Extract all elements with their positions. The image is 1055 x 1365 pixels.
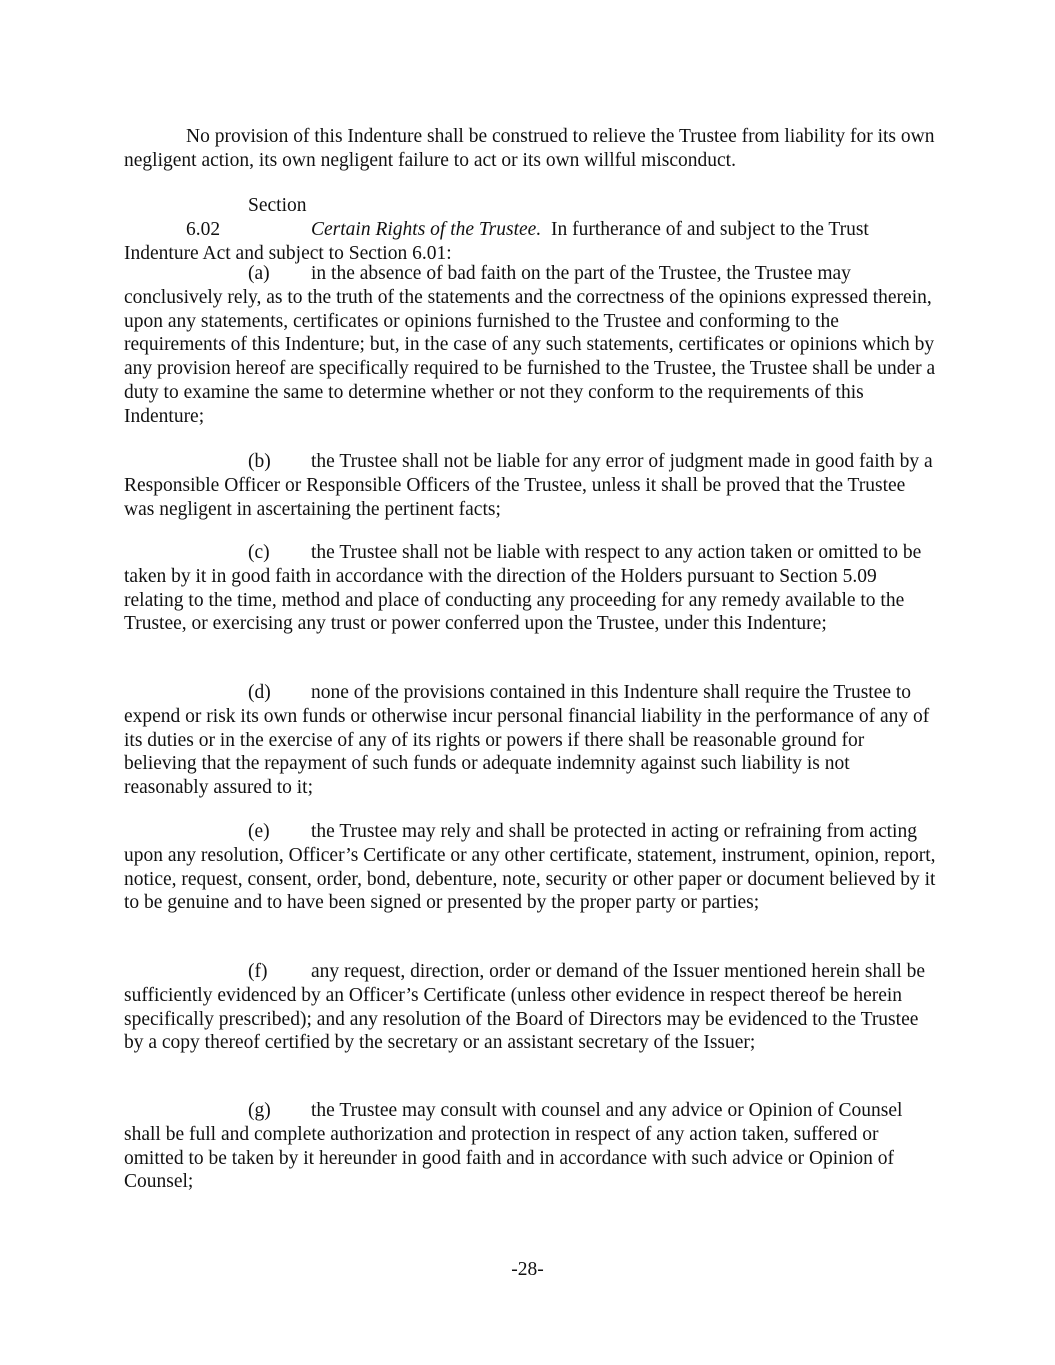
clause-label: (d): [248, 682, 271, 703]
clause-text: any request, direction, order or demand of the Issuer mentioned herein shall be sufficiently evidenced by an Officer’s Certificate (unless other evidence in respect thereof be herein specifically prescribed); and any resolution of the Board of Directors may be evidenced to the Trustee by a copy thereof certified by the secretary or an assistant secretary of the Issuer;: [124, 961, 926, 1054]
section-heading-paragraph: [124, 194, 936, 265]
intro-text: No provision of this Indenture shall be construed to relieve the Trustee from liability for its own negligent action, its own negligent failure to act or its own willful misconduct.: [124, 126, 935, 171]
clause-text: in the absence of bad faith on the part of the Trustee, the Trustee may conclusively rely, as to the truth of the statements and the correctness of the opinions expressed therein, upon any statements, certificates or opinions furnished to the Trustee and conforming to the requirements of this Indenture; but, in the case of any such statements, certificates or opinions which by any provision hereof are specifically required to be furnished to the Trustee, the Trustee shall be under a duty to examine the same to determine whether or not they conform to the requirements of this Indenture;: [124, 263, 936, 427]
clause-label: (b): [248, 451, 271, 472]
clause-b: [124, 450, 936, 521]
clause-label: (a): [248, 263, 270, 284]
clause-text: none of the provisions contained in this Indenture shall require the Trustee to expend or risk its own funds or otherwise incur personal financial liability in the performance of any of its duties or in the exercise of any of its rights or powers if there shall be reasonable ground for believing that the repayment of such funds or adequate indemnity against such liability is not reasonably assured to it;: [124, 682, 930, 799]
clause-label: (c): [248, 542, 270, 563]
clause-text: the Trustee shall not be liable for any error of judgment made in good faith by a Responsible Officer or Responsible Officers of the Trustee, unless it shall be proved that the Trustee was negligent in ascertaining the pertinent facts;: [124, 451, 933, 520]
clause-d: [124, 681, 936, 800]
clause-text: the Trustee may rely and shall be protected in acting or refraining from acting upon any resolution, Officer’s Certificate or any other certificate, statement, instrument, opinion, report, notice, request, consent, order, bond, debenture, note, security or other paper or document believed by it to be genuine and to have been signed or presented by the proper party or parties;: [124, 821, 936, 914]
page-number: -28-: [511, 1259, 544, 1280]
clause-f: [124, 960, 936, 1055]
section-number: Section 6.02: [186, 195, 307, 240]
clause-e: [124, 820, 936, 915]
clause-label: (e): [248, 821, 270, 842]
clause-text: the Trustee shall not be liable with respect to any action taken or omitted to be taken by it in good faith in accordance with the direction of the Holders pursuant to Section 5.09 relating to the time, method and place of conducting any proceeding for any remedy available to the Trustee, or exercising any trust or power conferred upon the Trustee, under this Indenture;: [124, 542, 922, 635]
clause-text: the Trustee may consult with counsel and any advice or Opinion of Counsel shall be full and complete authorization and protection in respect of any action taken, suffered or omitted to be taken by it hereunder in good faith and in accordance with such advice or Opinion of Counsel;: [124, 1100, 903, 1193]
clause-label: (f): [248, 961, 268, 982]
section-text: In furtherance of and subject to the Trust Indenture Act and subject to Section 6.01:: [124, 218, 869, 264]
intro-paragraph: [124, 125, 936, 173]
section-title: Certain Rights of the Trustee.: [311, 218, 542, 240]
clause-label: (g): [248, 1100, 271, 1121]
clause-c: [124, 541, 936, 636]
clause-a: [124, 262, 936, 429]
clause-g: [124, 1099, 936, 1194]
